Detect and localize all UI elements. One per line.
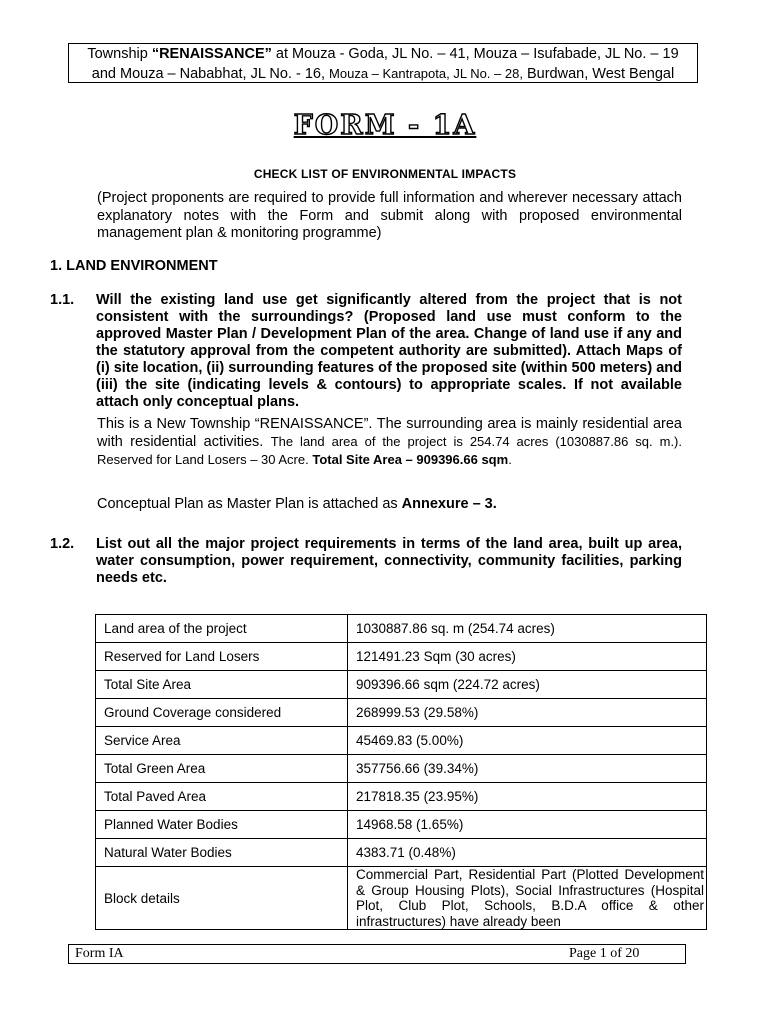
table-row: [96, 755, 707, 783]
table-cell-value: 4383.71 (0.48%): [348, 839, 707, 867]
table-row: [96, 699, 707, 727]
table-cell-label: Ground Coverage considered: [96, 699, 348, 727]
table-cell-label: Block details: [96, 867, 348, 930]
document-header: [68, 43, 698, 83]
project-requirements-table: [95, 614, 707, 930]
header-text: and Mouza – Nababhat, JL No. - 16,: [91, 66, 330, 82]
table-cell-label: Planned Water Bodies: [96, 811, 348, 839]
table-cell-value: 14968.58 (1.65%): [348, 811, 707, 839]
table-row: [96, 671, 707, 699]
footer-form-label: Form IA: [75, 946, 124, 961]
question-number: 1.1.: [50, 292, 75, 308]
form-title: FORM - 1A: [293, 110, 477, 141]
table-cell-value: 121491.23 Sqm (30 acres): [348, 643, 707, 671]
table-row: [96, 643, 707, 671]
table-cell-value: Commercial Part, Residential Part (Plotted Development & Group Housing Plots), Social Infrastructures (Hospital Plot, Club Plot, Schools, B.D.A office & other infrastructures) have already been: [348, 867, 707, 930]
table-cell-value: 909396.66 sqm (224.72 acres): [348, 671, 707, 699]
header-text: at Mouza - Goda, JL No. – 41, Mouza – Isufabade, JL No. – 19: [271, 46, 679, 62]
section-heading-land-environment: 1. LAND ENVIRONMENT: [50, 258, 218, 274]
table-cell-value: 1030887.86 sq. m (254.74 acres): [348, 615, 707, 643]
header-text: Township: [87, 46, 152, 62]
table-cell-value: 268999.53 (29.58%): [348, 699, 707, 727]
intro-paragraph: (Project proponents are required to provide full information and wherever necessary attach explanatory notes with the Form and submit along with proposed environmental management plan & monitoring programme): [97, 190, 682, 241]
table-cell-value: 357756.66 (39.34%): [348, 755, 707, 783]
page-footer: [68, 944, 686, 964]
footer-page-number: Page 1 of 20: [569, 946, 640, 961]
table-cell-label: Total Green Area: [96, 755, 348, 783]
question-text: Will the existing land use get significantly altered from the project that is not consistent with the surroundings? (Proposed land use must conform to the approved Master Plan / Development Plan of the area. Change of land use if any and the statutory approval from the competent authority are submitted). Attach Maps of (i) site location, (ii) surrounding features of the proposed site (within 500 meters) and (iii) the site (indicating levels & contours) to appropriate scales. If not available attach only conceptual plans.: [96, 292, 682, 410]
annexure-text: Conceptual Plan as Master Plan is attached as: [97, 496, 402, 512]
header-text: Burdwan, West Bengal: [522, 66, 675, 82]
question-text: List out all the major project requirements in terms of the land area, built up area, water consumption, power requirement, connectivity, community facilities, parking needs etc.: [96, 536, 682, 586]
table-row: [96, 783, 707, 811]
table-row: [96, 811, 707, 839]
answer-text: The land area of the project is 254.74 acres (1030887.86 sq. m.). Reserved for Land Losers – 30 Acre.: [97, 434, 682, 467]
answer-text: .: [508, 452, 512, 467]
table-cell-label: Land area of the project: [96, 615, 348, 643]
question-1-1: [50, 292, 682, 411]
header-text: Mouza – Kantrapota, JL No. – 28,: [329, 66, 523, 81]
table-cell-label: Service Area: [96, 727, 348, 755]
answer-annexure: [97, 496, 682, 513]
question-1-2: [50, 536, 682, 587]
table-cell-value: 45469.83 (5.00%): [348, 727, 707, 755]
table-row: [96, 839, 707, 867]
header-line-2: [69, 64, 697, 84]
annexure-ref: Annexure – 3.: [401, 496, 497, 512]
answer-text: This is a New Township “RENAISSANCE”. The surrounding area is mainly residential area with residential activities.: [97, 416, 682, 450]
answer-1-1: [97, 416, 682, 469]
table-row: [96, 727, 707, 755]
table-cell-label: Total Paved Area: [96, 783, 348, 811]
table-cell-label: Natural Water Bodies: [96, 839, 348, 867]
table-cell-label: Reserved for Land Losers: [96, 643, 348, 671]
checklist-title: CHECK LIST OF ENVIRONMENTAL IMPACTS: [253, 167, 517, 181]
total-site-area: Total Site Area – 909396.66 sqm: [312, 452, 509, 467]
table-cell-label: Total Site Area: [96, 671, 348, 699]
table-row: [96, 867, 707, 930]
table-cell-value: 217818.35 (23.95%): [348, 783, 707, 811]
table-row: [96, 615, 707, 643]
header-line-1: [69, 45, 697, 64]
township-name: “RENAISSANCE”: [151, 46, 272, 62]
question-number: 1.2.: [50, 536, 75, 552]
